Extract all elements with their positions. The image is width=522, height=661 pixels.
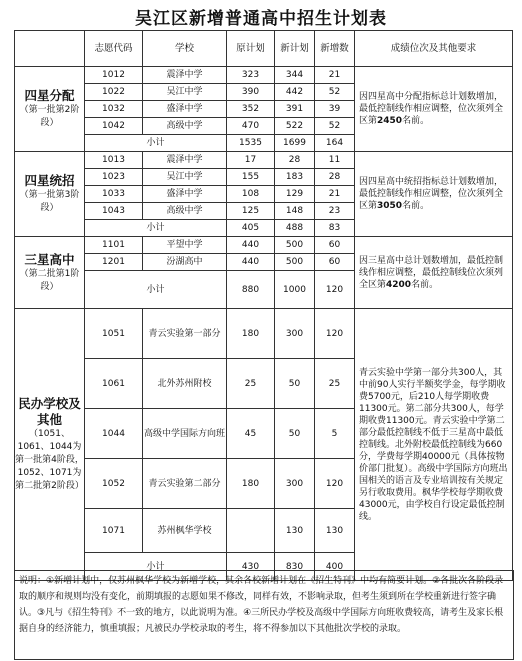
new-cell: 50 (275, 359, 315, 409)
header-row (15, 31, 513, 67)
orig-cell: 180 (227, 309, 275, 359)
added-cell: 28 (315, 169, 355, 186)
school-cell: 青云实验第一部分 (143, 309, 227, 359)
code-cell: 1201 (85, 254, 143, 271)
subtotal-label: 小计 (85, 220, 227, 237)
table-row (15, 309, 513, 359)
orig-cell: 155 (227, 169, 275, 186)
added-cell: 120 (315, 309, 355, 359)
added-cell: 60 (315, 254, 355, 271)
orig-cell: 470 (227, 118, 275, 135)
new-cell: 500 (275, 237, 315, 254)
subtotal-new: 830 (275, 553, 315, 581)
new-cell: 130 (275, 509, 315, 553)
subtotal-label: 小计 (85, 135, 227, 152)
orig-cell: 180 (227, 459, 275, 509)
orig-cell: 17 (227, 152, 275, 169)
school-cell: 震泽中学 (143, 67, 227, 84)
category-sub: （第一批第3阶段） (19, 190, 80, 213)
added-cell: 5 (315, 409, 355, 459)
subtotal-orig: 1535 (227, 135, 275, 152)
added-cell: 130 (315, 509, 355, 553)
subtotal-new: 1000 (275, 271, 315, 309)
new-cell: 522 (275, 118, 315, 135)
category-sub: （第一批第2阶段） (19, 105, 80, 128)
notes-box: 说明：①新增计划中，仅苏州枫华学校为新增学校，其余各校新增计划在《招生特刊》中均有简要计划。②各批次各阶段录取的顺序和规则均没有变化，前期填报的志愿如果不修改，同样有效，不影响录取，但考生须到所在学校重新进行签字确认。③凡与《招生特刊》不一致的地方，以此说明为准。④三所民办学校及高级中学国际方向班收费较高，请考生及家长根据自身的经济能力，慎重填报；凡被民办学校录取的考生，将不得参加以下其他批次学校的录取。 (14, 570, 514, 660)
subtotal-orig: 880 (227, 271, 275, 309)
added-cell: 11 (315, 152, 355, 169)
requirement-cell: 因四星高中统招指标总计划数增加，最低控制线作相应调整，位次须列全区第3050名前。 (355, 152, 513, 237)
added-cell: 39 (315, 101, 355, 118)
orig-cell: 45 (227, 409, 275, 459)
new-cell: 344 (275, 67, 315, 84)
header-school: 学校 (143, 31, 227, 67)
code-cell: 1023 (85, 169, 143, 186)
school-cell: 高级中学 (143, 118, 227, 135)
code-cell: 1042 (85, 118, 143, 135)
school-cell: 盛泽中学 (143, 186, 227, 203)
category-sub: （1051、1061、1044为第一批第4阶段，1052、1071为第二批第2阶段） (15, 429, 84, 491)
added-cell: 21 (315, 186, 355, 203)
code-cell: 1022 (85, 84, 143, 101)
header-requirement: 成绩位次及其他要求 (355, 31, 513, 67)
subtotal-new: 488 (275, 220, 315, 237)
subtotal-added: 164 (315, 135, 355, 152)
orig-cell (227, 509, 275, 553)
table-row (15, 237, 513, 254)
orig-cell: 440 (227, 237, 275, 254)
header-new-plan: 新计划 (275, 31, 315, 67)
school-cell: 高级中学国际方向班 (143, 409, 227, 459)
code-cell: 1052 (85, 459, 143, 509)
category-name: 三星高中 (24, 251, 75, 267)
added-cell: 21 (315, 67, 355, 84)
page-title: 吴江区新增普通高中招生计划表 (135, 9, 387, 29)
header-added: 新增数 (315, 31, 355, 67)
code-cell: 1044 (85, 409, 143, 459)
subtotal-added: 400 (315, 553, 355, 581)
added-cell: 52 (315, 118, 355, 135)
subtotal-label: 小计 (85, 271, 227, 309)
school-cell: 平望中学 (143, 237, 227, 254)
added-cell: 25 (315, 359, 355, 409)
added-cell: 23 (315, 203, 355, 220)
code-cell: 1043 (85, 203, 143, 220)
added-cell: 52 (315, 84, 355, 101)
requirement-cell: 因三星高中总计划数增加，最低控制线作相应调整，最低控制线位次须列全区第4200名前。 (355, 237, 513, 309)
code-cell: 1071 (85, 509, 143, 553)
orig-cell: 125 (227, 203, 275, 220)
subtotal-label: 小计 (85, 553, 227, 581)
subtotal-orig: 430 (227, 553, 275, 581)
school-cell: 吴江中学 (143, 169, 227, 186)
code-cell: 1012 (85, 67, 143, 84)
header-code: 志愿代码 (85, 31, 143, 67)
category-cell (15, 309, 85, 581)
category-cell (15, 237, 85, 309)
new-cell: 300 (275, 459, 315, 509)
code-cell: 1051 (85, 309, 143, 359)
code-cell: 1101 (85, 237, 143, 254)
requirement-cell: 青云实验中学第一部分共300人，其中前90人实行半额奖学金，每学期收费5700元，后210人每学期收费11300元。第二部分共300人，每学期收费11300元。青云实验中学第二部分最低控制线不低于三星高中最低控制线。北外附校最低控制线为660分，学费每学期40000元（具体按物价部门批复）。高级中学国际方向班出国相关的语言及专业培训按有关规定另行收取费用。枫华学校每学期收费43000元，由学校自行设定最低控制线。 (355, 309, 513, 581)
header-orig-plan: 原计划 (227, 31, 275, 67)
category-name: 民办学校及其他 (18, 396, 81, 427)
code-cell: 1032 (85, 101, 143, 118)
new-cell: 442 (275, 84, 315, 101)
added-cell: 60 (315, 237, 355, 254)
orig-cell: 440 (227, 254, 275, 271)
category-cell (15, 152, 85, 237)
new-cell: 129 (275, 186, 315, 203)
school-cell: 高级中学 (143, 203, 227, 220)
new-cell: 500 (275, 254, 315, 271)
school-cell: 汾湖高中 (143, 254, 227, 271)
subtotal-new: 1699 (275, 135, 315, 152)
category-name: 四星分配 (24, 88, 75, 103)
new-cell: 28 (275, 152, 315, 169)
orig-cell: 323 (227, 67, 275, 84)
requirement-cell: 因四星高中分配指标总计划数增加，最低控制线作相应调整，位次须列全区第2450名前。 (355, 67, 513, 152)
table-row (15, 152, 513, 169)
subtotal-orig: 405 (227, 220, 275, 237)
table-row (15, 67, 513, 84)
new-cell: 183 (275, 169, 315, 186)
new-cell: 391 (275, 101, 315, 118)
school-cell: 吴江中学 (143, 84, 227, 101)
added-cell: 120 (315, 459, 355, 509)
school-cell: 青云实验第二部分 (143, 459, 227, 509)
subtotal-added: 120 (315, 271, 355, 309)
code-cell: 1033 (85, 186, 143, 203)
school-cell: 苏州枫华学校 (143, 509, 227, 553)
school-cell: 盛泽中学 (143, 101, 227, 118)
new-cell: 50 (275, 409, 315, 459)
category-name: 四星统招 (24, 173, 75, 188)
header-category (15, 31, 85, 67)
new-cell: 300 (275, 309, 315, 359)
orig-cell: 25 (227, 359, 275, 409)
new-cell: 148 (275, 203, 315, 220)
orig-cell: 352 (227, 101, 275, 118)
category-sub: （第二批第1阶段） (19, 268, 80, 292)
code-cell: 1013 (85, 152, 143, 169)
code-cell: 1061 (85, 359, 143, 409)
category-cell (15, 67, 85, 152)
subtotal-added: 83 (315, 220, 355, 237)
school-cell: 北外苏州附校 (143, 359, 227, 409)
school-cell: 震泽中学 (143, 152, 227, 169)
enrollment-plan-table (14, 30, 513, 581)
orig-cell: 108 (227, 186, 275, 203)
orig-cell: 390 (227, 84, 275, 101)
